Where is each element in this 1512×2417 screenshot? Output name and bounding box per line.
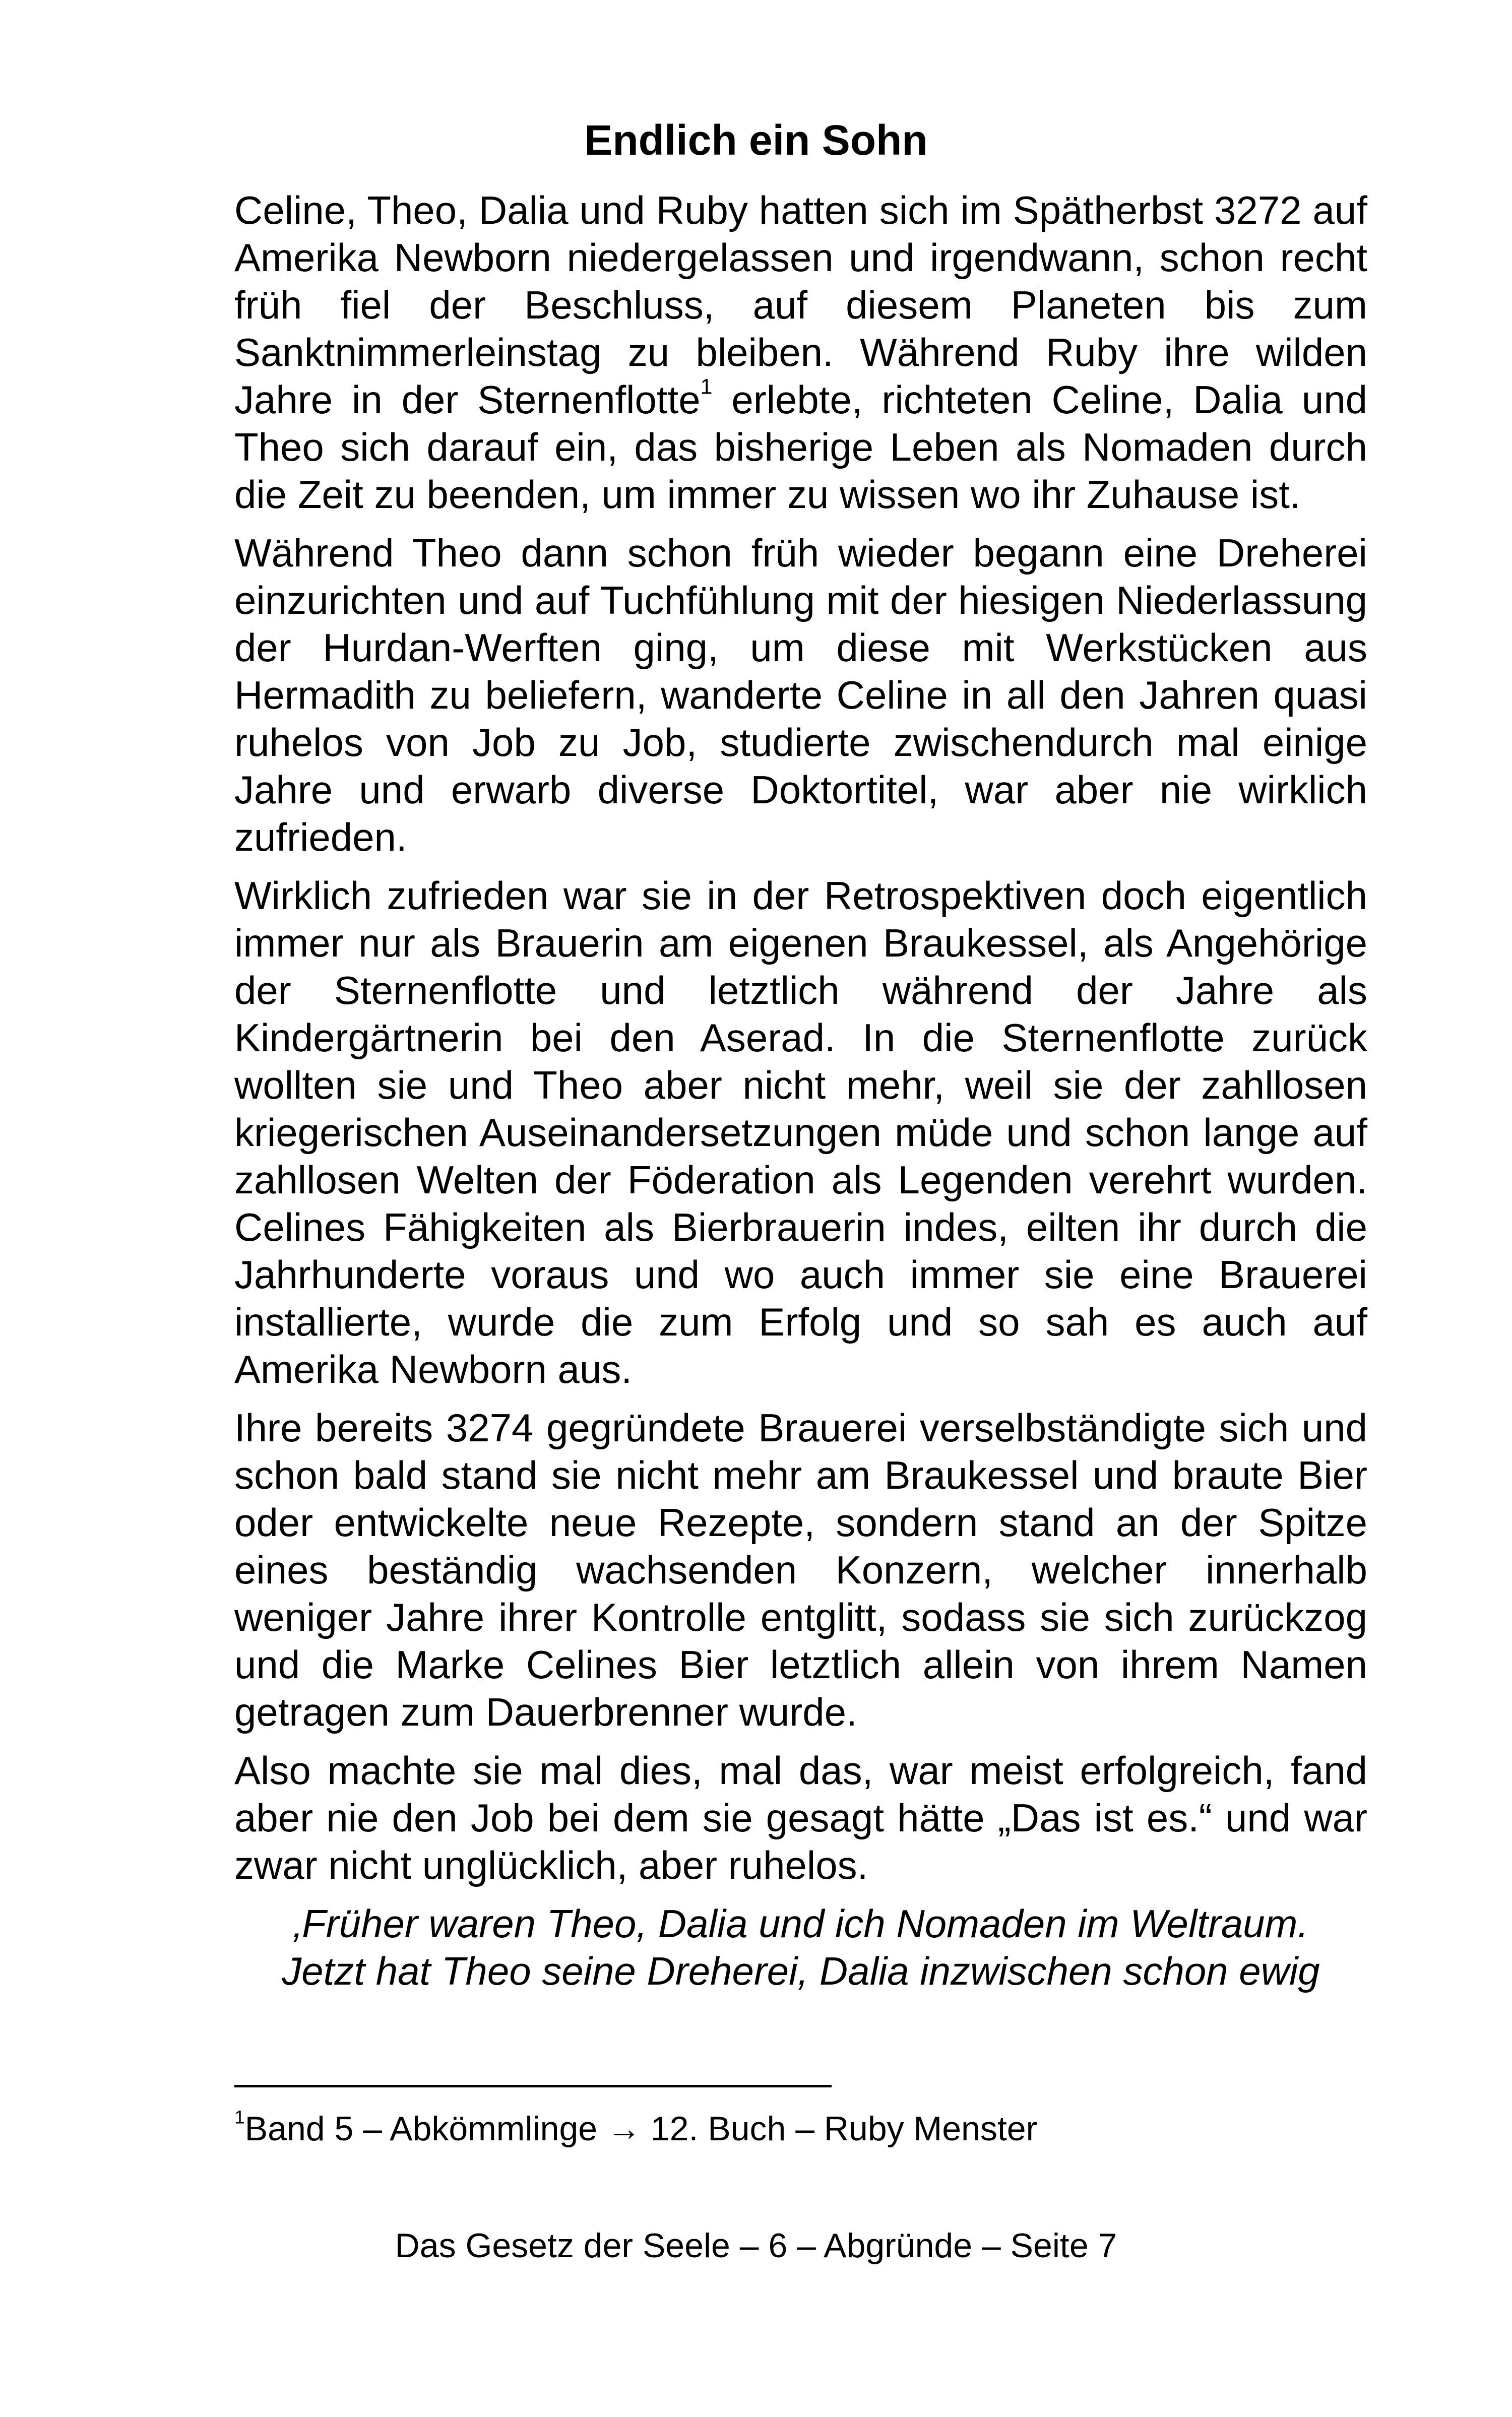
paragraph-2: Während Theo dann schon früh wieder begann eine Dreherei einzurichten und auf Tuchfühlung mit der hiesigen Niederlassung der Hurdan-Werften ging, um diese mit Werkstücken aus Hermadith zu beliefern, wanderte Celine in all den Jahren quasi ruhelos von Job zu Job, studierte zwischendurch mal einige Jahre und erwarb diverse Doktortitel, war aber nie wirklich zufrieden. (234, 531, 1367, 859)
paragraph-4: Ihre bereits 3274 gegründete Brauerei verselbständigte sich und schon bald stand sie nicht mehr am Braukessel und braute Bier oder entwickelte neue Rezepte, sondern stand an der Spitze eines beständig wachsenden Konzern, welcher innerhalb weniger Jahre ihrer Kontrolle entglitt, sodass sie sich zurückzog und die Marke Celines Bier letztlich allein von ihrem Namen getragen zum Dauerbrenner wurde. (234, 1406, 1367, 1734)
body-text (234, 186, 1367, 1995)
paragraph-3: Wirklich zufrieden war sie in der Retrospektiven doch eigentlich immer nur als Brauerin am eigenen Braukessel, als Angehörige der Sternenflotte und letztlich während der Jahre als Kindergärtnerin bei den Aserad. In die Sternenflotte zurück wollten sie und Theo aber nicht mehr, weil sie der zahllosen kriegerischen Auseinandersetzungen müde und schon lange auf zahllosen Welten der Föderation als Legenden verehrt wurden. Celines Fähigkeiten als Bierbrauerin indes, eilten ihr durch die Jahrhunderte voraus und wo auch immer sie eine Brauerei installierte, wurde die zum Erfolg und so sah es auch auf Amerika Newborn aus. (234, 873, 1367, 1391)
paragraph-1 (234, 186, 1367, 518)
footnote-mark: 1 (234, 2106, 245, 2128)
quote-line-1: ‚Früher waren Theo, Dalia und ich Nomaden im Weltraum. (293, 1901, 1309, 1946)
chapter-title: Endlich ein Sohn (584, 116, 928, 164)
paragraph-5: Also machte sie mal dies, mal das, war meist erfolgreich, fand aber nie den Job bei dem sie gesagt hätte „Das ist es.“ und war zwar nicht unglücklich, aber ruhelos. (234, 1748, 1367, 1887)
footnote-reference: 1 (700, 374, 713, 399)
quote-line-2: Jetzt hat Theo seine Dreherei, Dalia inzwischen schon ewig (282, 1949, 1320, 1993)
paragraph-1-text-b: erlebte, richteten Celine, Dalia und Theo sich darauf ein, das bisherige Leben als Nomaden durch die Zeit zu beenden, um immer zu wissen wo ihr Zuhause ist. (234, 377, 1367, 517)
paragraph-1-text-a: Celine, Theo, Dalia und Ruby hatten sich im Spätherbst 3272 auf Amerika Newborn niedergelassen und irgendwann, schon recht früh fiel der Beschluss, auf diesem Planeten bis zum Sanktnimmerleinstag zu bleiben. Während Ruby ihre wilden Jahre in der Sternenflotte (234, 188, 1367, 422)
footnote (234, 2108, 1037, 2150)
footnote-divider (234, 2085, 832, 2087)
footnote-text: Band 5 – Abkömmlinge → 12. Buch – Ruby Menster (244, 2110, 1038, 2148)
quote-block (234, 1900, 1367, 1995)
page-footer: Das Gesetz der Seele – 6 – Abgründe – Seite 7 (395, 2227, 1117, 2265)
